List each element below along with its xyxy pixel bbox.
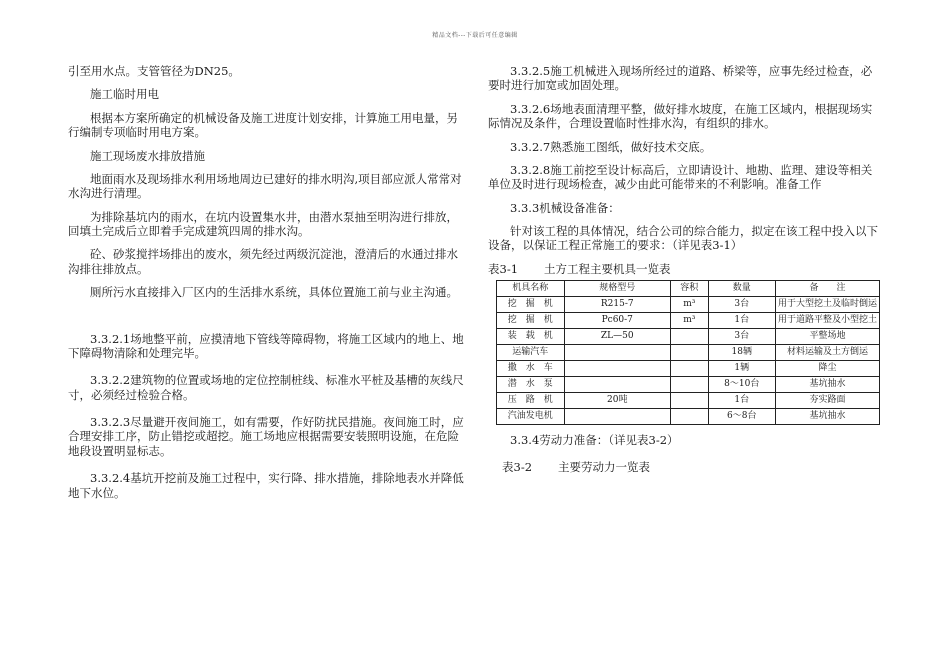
table-title: 主要劳动力一览表 [558,459,651,474]
table-row [497,345,880,361]
paragraph: 引至用水点。支管管径为DN25。 [68,64,240,78]
table-cell [564,361,670,377]
table-cell: 8～10台 [708,377,775,393]
table-cell: 夯实路面 [775,393,879,409]
paragraph: 3.3.2.3尽量避开夜间施工，如有需要，作好防扰民措施。夜间施工时，应合理安排工序，防止错挖或超挖。施工场地应根据需要安装照明设施，在危险地段设置明显标志。 [68,415,464,458]
table-row [497,361,880,377]
table-cell: 汽油发电机 [497,409,565,425]
right-column [488,64,880,474]
table-cell [564,377,670,393]
table-cell: 平整场地 [775,329,879,345]
table-cell: ZL—50 [564,329,670,345]
table-cell: 潜 水 泵 [497,377,565,393]
paragraph: 3.3.2.8施工前挖至设计标高后，立即请设计、地勘、监理、建设等相关单位及时进行现场检查，减少由此可能带来的不利影响。准备工作 [488,162,873,192]
table-number: 表3-2 [502,459,533,474]
section-heading: 施工临时用电 [90,87,159,102]
table-cell: 压 路 机 [497,393,565,409]
table-row [497,297,880,313]
table-cell: 基坑抽水 [775,377,879,393]
table-cell: 6～8台 [708,409,775,425]
table-cell: 装 载 机 [497,329,565,345]
table-cell: m³ [670,313,708,329]
paragraph: 砼、砂浆搅拌场排出的废水，须先经过两级沉淀池，澄清后的水通过排水沟排往排放点。 [68,247,458,276]
table-cell: m³ [670,297,708,313]
table-cell: 撒 水 车 [497,361,565,377]
table-cell: Pc60-7 [564,313,670,329]
table-caption [488,460,880,474]
table-cell: R215-7 [564,297,670,313]
table-row [497,409,880,425]
table-cell: 挖 掘 机 [497,313,565,329]
table-row [497,377,880,393]
table-cell: 用于大型挖土及临时倒运 [775,297,879,313]
table-cell: 20吨 [564,393,670,409]
section-heading: 3.3.3机械设备准备： [510,200,620,215]
table-cell [564,409,670,425]
table-cell: 挖 掘 机 [497,297,565,313]
paragraph: 3.3.2.4基坑开挖前及施工过程中，实行降、排水措施，排除地表水并降低地下水位。 [68,471,464,500]
table-number: 表3-1 [488,261,519,276]
table-cell: 1台 [708,393,775,409]
page-header: 精品文档---下载后可任意编辑 [432,32,518,39]
paragraph: 3.3.2.1场地整平前，应摸清地下管线等障碍物，将施工区域内的地上、地下障碍物清除和处理完毕。 [68,331,464,360]
table-cell: 18辆 [708,345,775,361]
header-cell: 机具名称 [497,281,565,297]
header-cell: 数量 [708,281,775,297]
table-cell: 1台 [708,313,775,329]
paragraph: 地面雨水及现场排水利用场地周边已建好的排水明沟,项目部应派人常常对水沟进行清理。 [68,171,462,201]
table-cell [670,361,708,377]
table-cell: 3台 [708,297,775,313]
table-row [497,313,880,329]
paragraph: 厕所污水直接排入厂区内的生活排水系统，具体位置施工前与业主沟通。 [90,285,458,300]
equipment-table [496,280,880,425]
table-cell: 1辆 [708,361,775,377]
paragraph: 根据本方案所确定的机械设备及施工进度计划安排，计算施工用电量，另行编制专项临时用电方案。 [68,110,458,140]
section-heading: 施工现场废水排放措施 [90,148,205,163]
paragraph: 针对该工程的具体情况，结合公司的综合能力，拟定在该工程中投入以下设备，以保证工程正常施工的要求：（详见表3-1） [488,224,878,253]
paragraph: 3.3.2.2建筑物的位置或场地的定位控制桩线、标准水平桩及基槽的灰线尺寸，必须经过检验合格。 [68,373,464,402]
table-cell [670,393,708,409]
table-caption [488,262,880,276]
header-cell: 备 注 [775,281,879,297]
table-cell: 基坑抽水 [775,409,879,425]
table-cell: 3台 [708,329,775,345]
table-title: 土方工程主要机具一览表 [544,261,671,276]
paragraph: 3.3.2.5施工机械进入现场所经过的道路、桥梁等，应事先经过检查，必要时进行加宽或加固处理。 [488,64,873,93]
left-column [68,64,468,500]
table-cell [670,345,708,361]
header-cell: 容积 [670,281,708,297]
table-cell: 运输汽车 [497,345,565,361]
paragraph: 3.3.2.6场地表面清理平整，做好排水坡度，在施工区域内，根据现场实际情况及条件，合理设置临时性排水沟，有组织的排水。 [488,101,873,131]
table-cell: 用于道路平整及小型挖土 [775,313,879,329]
header-cell: 规格型号 [564,281,670,297]
table-cell: 降尘 [775,361,879,377]
table-row [497,329,880,345]
table-row [497,393,880,409]
paragraph: 3.3.4劳动力准备：（详见表3-2） [510,433,679,448]
table-cell [670,409,708,425]
paragraph: 3.3.2.7熟悉施工图纸，做好技术交底。 [510,139,712,154]
paragraph: 为排除基坑内的雨水，在坑内设置集水井，由潜水泵抽至明沟进行排放，回填土完成后立即着手完成建筑四周的排水沟。 [68,209,458,238]
table-cell [564,345,670,361]
table-header-row [497,281,880,297]
table-cell [670,377,708,393]
table-cell [670,329,708,345]
table-cell: 材料运输及土方倒运 [775,345,879,361]
